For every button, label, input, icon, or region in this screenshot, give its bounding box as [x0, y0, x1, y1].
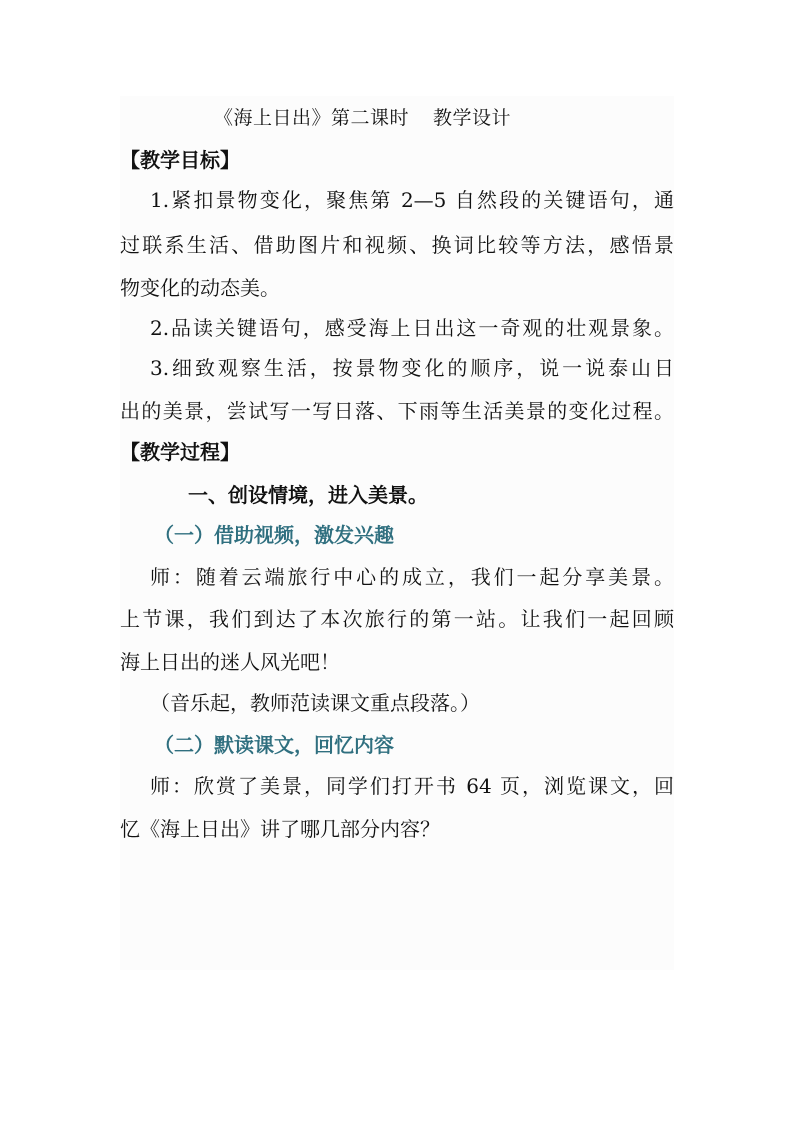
subsection-1-note: （音乐起，教师范读课文重点段落。） — [150, 691, 480, 715]
title-main: 《海上日出》第二课时 — [214, 107, 410, 129]
goal-1-line-1: 1.紧扣景物变化，聚焦第 2—5 自然段的关键语句，通 — [150, 188, 674, 212]
subsection-1-title: （一）借助视频，激发兴趣 — [154, 523, 394, 547]
subsection-1-line-2: 上节课，我们到达了本次旅行的第一站。让我们一起回顾 — [120, 607, 674, 631]
document-title — [214, 104, 511, 132]
goal-3-line-1: 3.细致观察生活，按景物变化的顺序，说一说泰山日 — [150, 356, 674, 380]
subsection-2-title: （二）默读课文，回忆内容 — [154, 733, 394, 757]
subsection-1-line-1: 师：随着云端旅行中心的成立，我们一起分享美景。 — [150, 565, 674, 589]
goal-2-line-1: 2.品读关键语句，感受海上日出这一奇观的壮观景象。 — [150, 316, 674, 340]
subsection-1-line-3: 海上日出的迷人风光吧！ — [120, 650, 340, 674]
goal-1-line-2: 过联系生活、借助图片和视频、换词比较等方法，感悟景 — [120, 233, 674, 257]
subsection-2-line-2: 忆《海上日出》讲了哪几部分内容？ — [120, 817, 440, 841]
part-1-title: 一、创设情境，进入美景。 — [188, 483, 428, 507]
subsection-2-line-1: 师：欣赏了美景，同学们打开书 64 页，浏览课文，回 — [150, 774, 674, 798]
section-heading-process: 【教学过程】 — [120, 440, 240, 464]
goal-3-line-2: 出的美景，尝试写一写日落、下雨等生活美景的变化过程。 — [120, 399, 674, 423]
document-page — [120, 96, 674, 970]
goal-1-line-3: 物变化的动态美。 — [120, 276, 280, 300]
title-suffix: 教学设计 — [433, 107, 512, 129]
section-heading-goals: 【教学目标】 — [120, 148, 240, 172]
